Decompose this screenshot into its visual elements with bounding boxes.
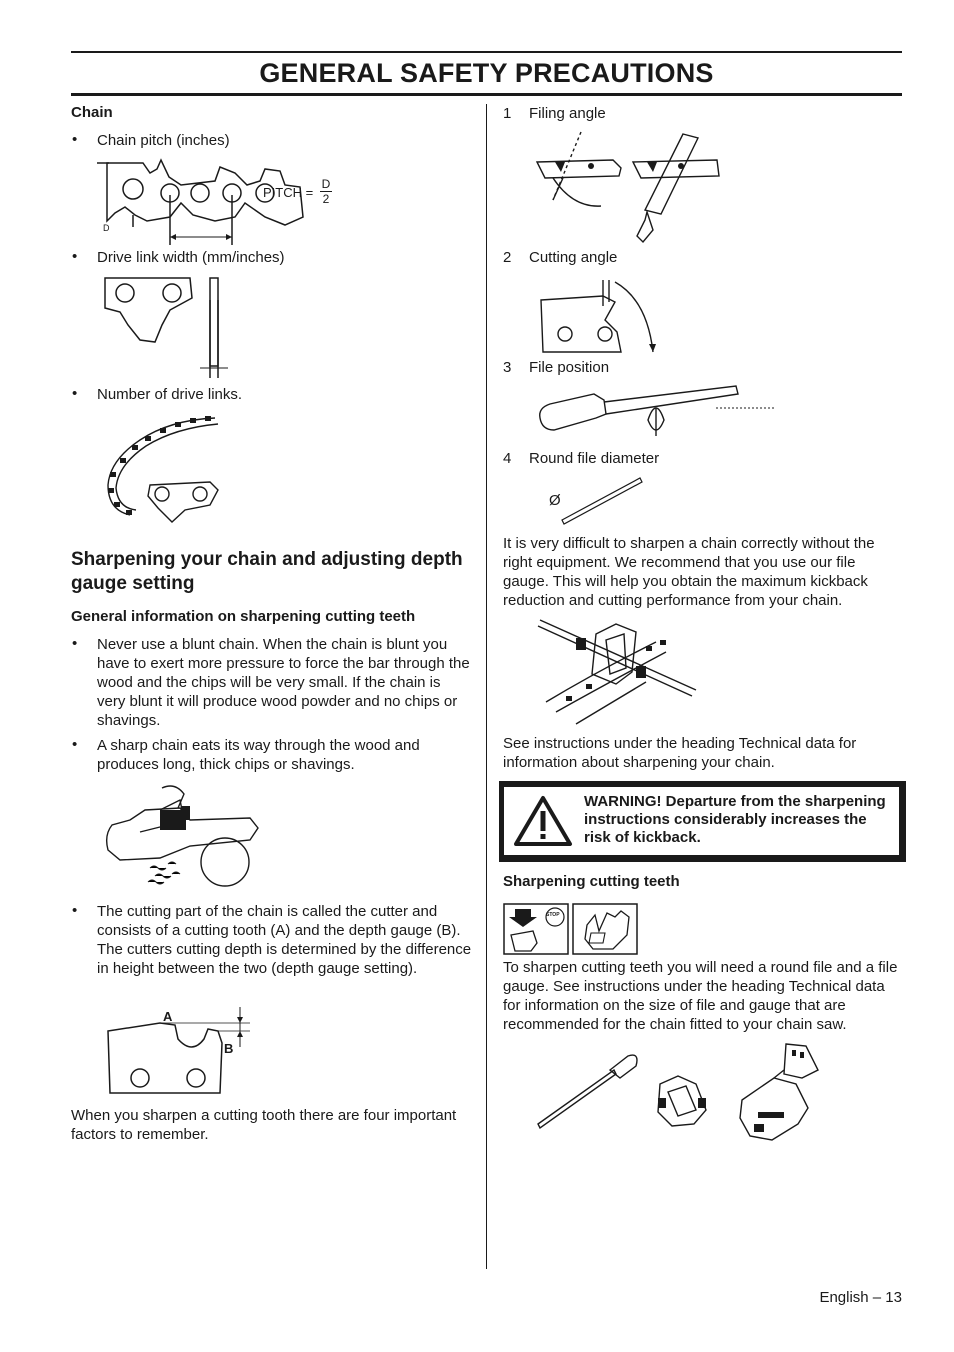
file-gauge-in-use-illustration: [536, 612, 701, 732]
pitch-formula-label: PITCH =: [263, 185, 314, 200]
title-rule-bottom: [71, 93, 902, 96]
warning-box: [499, 781, 906, 862]
page-title: GENERAL SAFETY PRECAUTIONS: [259, 58, 714, 88]
chain-pitch-illustration: [95, 155, 345, 245]
section-title: Sharpening your chain and adjusting depth gauge setting: [71, 549, 463, 594]
bullet-chain-pitch: Chain pitch (inches): [97, 132, 230, 149]
diameter-symbol: Ø: [549, 492, 561, 509]
bullet-cutter: The cutting part of the chain is called the cutter and consists of a cutting tooth (A) and the depth gauge (B). The cutters cutting depth is determined by the difference in height between the two (depth gauge setting).: [97, 903, 472, 977]
column-divider: [486, 104, 487, 1269]
pitch-d-label: D: [103, 223, 110, 233]
warning-triangle-icon: [513, 795, 573, 847]
item4-number: 4: [503, 450, 512, 467]
item2-cutting-angle: Cutting angle: [529, 249, 618, 266]
bullet-dot: •: [72, 385, 78, 402]
pitch-numerator: D: [321, 177, 331, 191]
warning-box-inner: [504, 787, 899, 855]
file-and-gauge-tools-illustration: [536, 1040, 836, 1150]
bullet-drive-link-width: Drive link width (mm/inches): [97, 249, 285, 266]
item2-number: 2: [503, 249, 512, 266]
page-number-label: English – 13: [819, 1289, 902, 1306]
file-position-illustration: [536, 382, 781, 442]
round-file-illustration: [560, 476, 645, 526]
difficult-text: It is very difficult to sharpen a chain correctly without the right equipment. We recommend that you use our file gauge. This will help you obtain the maximum kickback reduction and cutting performance from your chain.: [503, 535, 875, 609]
item1-filing-angle: Filing angle: [529, 105, 606, 122]
filing-angle-illustration: [533, 128, 723, 246]
label-b: B: [224, 1041, 234, 1056]
drive-link-illustration: [100, 270, 230, 380]
bullet-number-of-links: Number of drive links.: [97, 386, 243, 403]
bullet-blunt-chain: Never use a blunt chain. When the chain is blunt you have to exert more pressure to force the bar through the wood and the chips will be very small. If the chain is very blunt it will produce wood powder and no chips or shavings.: [97, 636, 470, 729]
item3-file-position: File position: [529, 359, 610, 376]
four-factors-text: When you sharpen a cutting tooth there are four important factors to remember.: [71, 1107, 457, 1143]
bullet-sharp-chain: A sharp chain eats its way through the wood and produces long, thick chips or shavings.: [97, 737, 420, 773]
bullet-dot: •: [72, 736, 78, 753]
bullet-dot: •: [72, 635, 78, 652]
pitch-denominator: 2: [322, 192, 330, 206]
chain-heading: Chain: [71, 104, 113, 121]
to-sharpen-text: To sharpen cutting teeth you will need a round file and a file gauge. See instructions under the heading Technical data for information on the size of file and gauge that are recommended for the chain fitted to your chain saw.: [503, 959, 898, 1033]
subheading-general-info: General information on sharpening cutting teeth: [71, 608, 416, 625]
stop-sign-label: STOP: [546, 912, 560, 918]
warning-text: WARNING! Departure from the sharpening instructions considerably increases the risk of kickback.: [584, 793, 886, 846]
bullet-dot: •: [72, 902, 78, 919]
chain-loop-illustration: [100, 410, 230, 525]
cutting-angle-illustration: [535, 272, 665, 357]
item4-round-file-diameter: Round file diameter: [529, 450, 660, 467]
see-instructions-text: See instructions under the heading Technical data for information about sharpening your chain.: [503, 735, 857, 771]
bullet-dot: •: [72, 248, 78, 265]
item3-number: 3: [503, 359, 512, 376]
protective-gear-icons: [503, 903, 639, 955]
bullet-dot: •: [72, 131, 78, 148]
label-a: A: [163, 1009, 173, 1024]
item1-number: 1: [503, 105, 512, 122]
title-rule-top: [71, 51, 902, 53]
sharpening-heading: Sharpening cutting teeth: [503, 873, 680, 890]
chainsaw-cutting-illustration: [100, 780, 270, 895]
